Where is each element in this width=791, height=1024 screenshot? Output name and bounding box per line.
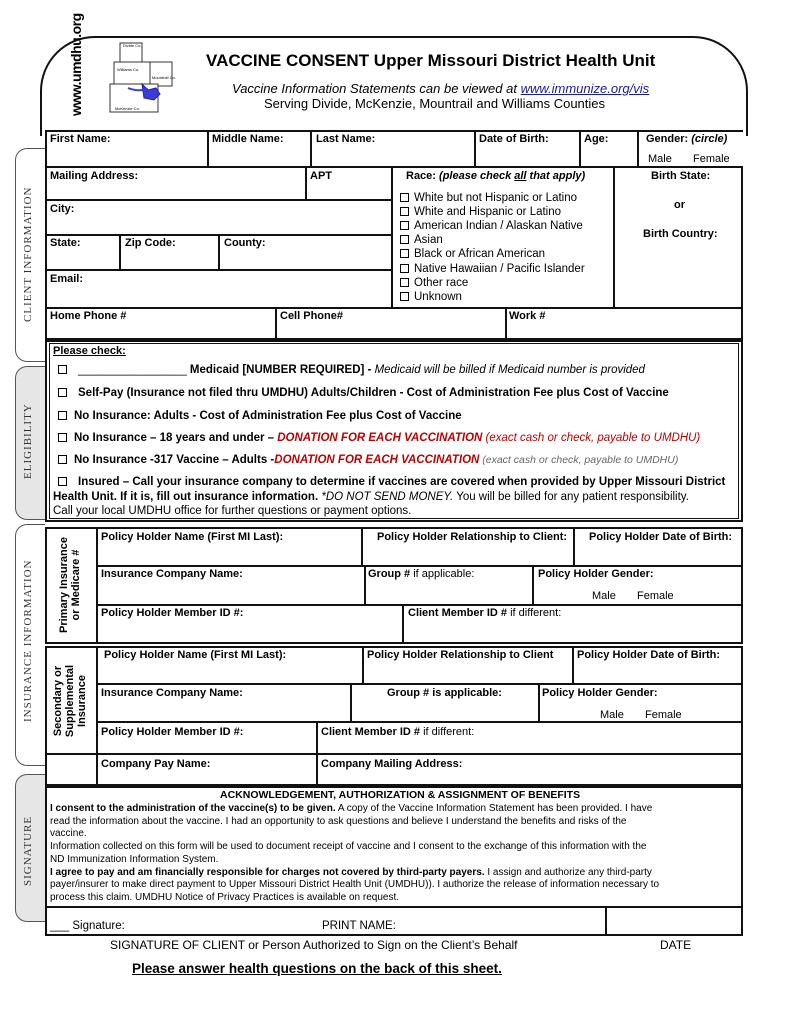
race-option-label: Unknown bbox=[414, 291, 462, 303]
insured-line2-a: Health Unit. If it is, fill out insurance information. bbox=[53, 491, 322, 503]
company-pay-spacer bbox=[45, 753, 98, 786]
agree-rest-b: payer/insurer to make direct payment to Upper Missouri District Health Unit (UMDHU)). I authorize the release of information necessary to bbox=[50, 879, 660, 891]
birth-country-label: Birth Country: bbox=[643, 228, 718, 240]
p-group-rest: if applicable: bbox=[410, 568, 475, 580]
checkbox[interactable] bbox=[400, 221, 409, 230]
last-name-label: Last Name: bbox=[316, 133, 376, 145]
insured-line2-b: *DO NOT SEND MONEY. bbox=[321, 491, 454, 503]
checkbox[interactable] bbox=[58, 411, 67, 420]
p-relationship-label: Policy Holder Relationship to Client: bbox=[377, 531, 568, 543]
vis-line bbox=[232, 81, 649, 96]
race-label: Race: bbox=[406, 170, 436, 182]
race-option[interactable] bbox=[400, 277, 468, 289]
state-label: State: bbox=[50, 237, 81, 249]
secondary-label-line1: Secondary or bbox=[52, 665, 64, 737]
eligibility-medicaid[interactable] bbox=[58, 364, 645, 376]
race-hint-a: (please check bbox=[439, 170, 515, 182]
gender-female-option[interactable]: Female bbox=[693, 153, 730, 165]
info-line-b: ND Immunization Information System. bbox=[50, 853, 219, 865]
noins-317-note: (exact cash or check, payable to UMDHU) bbox=[479, 454, 679, 466]
noins-317-donation: DONATION FOR EACH VACCINATION bbox=[274, 454, 480, 466]
gender-male-option[interactable]: Male bbox=[648, 153, 672, 165]
dob-label: Date of Birth: bbox=[479, 133, 549, 145]
p-client-id-label bbox=[408, 607, 561, 619]
city-label: City: bbox=[50, 203, 75, 215]
tab-eligibility-label: ELIGIBILITY bbox=[22, 403, 34, 479]
race-option[interactable] bbox=[400, 291, 462, 303]
s-client-id-rest: if different: bbox=[420, 726, 475, 738]
race-option[interactable] bbox=[400, 220, 583, 232]
checkbox[interactable] bbox=[400, 278, 409, 287]
race-hint-all: all bbox=[514, 170, 527, 182]
vis-prefix: Vaccine Information Statements can be viewed at bbox=[232, 81, 521, 96]
p-holder-name-label: Policy Holder Name (First MI Last): bbox=[101, 531, 284, 543]
eligibility-noins-317[interactable] bbox=[58, 454, 678, 466]
s-holder-dob-label: Policy Holder Date of Birth: bbox=[577, 649, 721, 661]
primary-label-line1: Primary Insurance bbox=[58, 537, 70, 633]
secondary-label-line2: Supplemental bbox=[64, 664, 76, 738]
checkbox[interactable] bbox=[58, 455, 67, 464]
date-caption: DATE bbox=[660, 938, 692, 952]
agree-rest-c: process this claim. UMDHU Notice of Privacy Practices is available on request. bbox=[50, 891, 400, 903]
race-option-label: Native Hawaiian / Pacific Islander bbox=[414, 263, 585, 275]
race-option-label: Asian bbox=[414, 234, 443, 246]
consent-rest-b: read the information about the vaccine. I had an opportunity to ask questions and believe I understand the benefits and risks of the bbox=[50, 815, 627, 827]
email-field[interactable] bbox=[45, 269, 393, 309]
noins-317-label: No Insurance -317 Vaccine – Adults - bbox=[74, 454, 275, 466]
race-option[interactable] bbox=[400, 206, 561, 218]
checkbox[interactable] bbox=[400, 207, 409, 216]
tab-client-label: CLIENT INFORMATION bbox=[22, 186, 34, 322]
map-county-divide: Divide Co. bbox=[123, 43, 142, 48]
race-option[interactable] bbox=[400, 234, 443, 246]
consent-bold: I consent to the administration of the vaccine(s) to be given. bbox=[50, 803, 336, 814]
tab-signature-label: SIGNATURE bbox=[22, 815, 34, 886]
s-member-id-label: Policy Holder Member ID #: bbox=[101, 726, 244, 738]
checkbox[interactable] bbox=[400, 249, 409, 258]
print-name-label: PRINT NAME: bbox=[322, 920, 396, 932]
race-hint-b: that apply) bbox=[526, 170, 586, 182]
checkbox[interactable] bbox=[400, 235, 409, 244]
signature-label: ___ Signature: bbox=[50, 920, 125, 932]
checkbox[interactable] bbox=[58, 365, 67, 374]
p-holder-dob-label: Policy Holder Date of Birth: bbox=[589, 531, 733, 543]
vis-link[interactable]: www.immunize.org/vis bbox=[520, 81, 650, 96]
apt-label: APT bbox=[310, 170, 332, 182]
s-client-id-bold: Client Member ID # bbox=[321, 726, 421, 738]
noins-18-note: (exact cash or check, payable to UMDHU) bbox=[482, 432, 701, 444]
p-member-id-label: Policy Holder Member ID #: bbox=[101, 607, 244, 619]
insured-line3: Call your local UMDHU office for further questions or payment options. bbox=[53, 505, 412, 517]
company-mailing-label: Company Mailing Address: bbox=[321, 758, 463, 770]
checkbox[interactable] bbox=[400, 292, 409, 301]
insured-line2 bbox=[53, 491, 689, 503]
agree-bold: I agree to pay and am financially responsible for charges not covered by third-party payers. bbox=[50, 866, 485, 878]
serving-counties: Serving Divide, McKenzie, Mountrail and Williams Counties bbox=[264, 96, 606, 111]
secondary-label-line3: Insurance bbox=[76, 675, 88, 727]
logo-text: www.umdhu.org bbox=[68, 13, 84, 116]
info-line-a: Information collected on this form will be used to document receipt of vaccine and I consent to the exchange of this information with the bbox=[50, 841, 647, 853]
zip-label: Zip Code: bbox=[125, 237, 176, 249]
page-title: VACCINE CONSENT Upper Missouri District Health Unit bbox=[206, 51, 656, 70]
map-county-williams: Williams Co. bbox=[117, 67, 140, 72]
eligibility-insured[interactable] bbox=[58, 476, 725, 488]
gender-label bbox=[646, 133, 727, 145]
consent-rest-a: A copy of the Vaccine Information Statement has been provided. I have bbox=[335, 803, 653, 814]
race-option-label: American Indian / Alaskan Native bbox=[414, 220, 583, 232]
s-relationship-label: Policy Holder Relationship to Client bbox=[367, 649, 554, 661]
footer-note: Please answer health questions on the back of this sheet. bbox=[132, 961, 502, 976]
p-gender-label: Policy Holder Gender: bbox=[538, 568, 654, 580]
race-option-label: White and Hispanic or Latino bbox=[414, 206, 562, 218]
tab-insurance-label: INSURANCE INFORMATION bbox=[22, 559, 34, 722]
home-phone-label: Home Phone # bbox=[50, 310, 127, 322]
race-option[interactable] bbox=[400, 263, 585, 275]
checkbox[interactable] bbox=[400, 264, 409, 273]
eligibility-noins-adults[interactable] bbox=[58, 410, 462, 422]
s-client-id-label bbox=[321, 726, 474, 738]
s-company-label: Insurance Company Name: bbox=[101, 687, 243, 699]
p-client-id-bold: Client Member ID # bbox=[408, 607, 508, 619]
checkbox[interactable] bbox=[400, 193, 409, 202]
race-option-label: Black or African American bbox=[414, 248, 546, 260]
checkbox[interactable] bbox=[58, 388, 67, 397]
work-phone-label: Work # bbox=[509, 310, 546, 322]
p-client-id-rest: if different: bbox=[507, 607, 562, 619]
county-label: County: bbox=[224, 237, 266, 249]
primary-label-line2: or Medicare # bbox=[70, 549, 82, 621]
umdhu-logo bbox=[68, 13, 178, 116]
race-option[interactable] bbox=[400, 248, 545, 260]
agree-rest-a: I assign and authorize any third-party bbox=[484, 866, 652, 878]
acknowledgement-title: ACKNOWLEDGEMENT, AUTHORIZATION & ASSIGNMENT OF BENEFITS bbox=[220, 789, 581, 801]
p-gender-female[interactable]: Female bbox=[637, 590, 674, 602]
p-company-label: Insurance Company Name: bbox=[101, 568, 243, 580]
please-check-label: Please check: bbox=[53, 345, 126, 357]
company-pay-label: Company Pay Name: bbox=[101, 758, 211, 770]
race-option-label: Other race bbox=[414, 277, 469, 289]
email-label: Email: bbox=[50, 273, 84, 285]
middle-name-label: Middle Name: bbox=[212, 133, 284, 145]
city-field[interactable] bbox=[45, 199, 393, 236]
cell-phone-label: Cell Phone# bbox=[280, 310, 343, 322]
medicaid-label: Medicaid [NUMBER REQUIRED] - bbox=[186, 364, 375, 376]
medicaid-note: Medicaid will be billed if Medicaid number is provided bbox=[374, 364, 645, 376]
s-group-label: Group # is applicable: bbox=[387, 687, 502, 699]
birth-state-label: Birth State: bbox=[651, 170, 711, 182]
s-gender-label: Policy Holder Gender: bbox=[542, 687, 658, 699]
race-option-label: White but not Hispanic or Latino bbox=[414, 192, 578, 204]
s-holder-name-label: Policy Holder Name (First MI Last): bbox=[104, 649, 287, 661]
p-gender-male[interactable]: Male bbox=[592, 590, 616, 602]
eligibility-selfpay[interactable] bbox=[58, 387, 669, 399]
race-option[interactable] bbox=[400, 192, 577, 204]
medicaid-blank[interactable]: _________________ bbox=[78, 364, 187, 376]
map-county-mckenzie: McKenzie Co. bbox=[115, 106, 140, 111]
gender-label-text: Gender: bbox=[646, 133, 689, 145]
eligibility-noins-18[interactable] bbox=[58, 432, 700, 444]
mailing-address-label: Mailing Address: bbox=[50, 170, 139, 182]
date-field[interactable] bbox=[605, 906, 743, 936]
primary-insurance-label bbox=[58, 530, 82, 640]
p-group-bold: Group # bbox=[368, 568, 411, 580]
selfpay-label: Self-Pay (Insurance not filed thru UMDHU) Adults/Children - Cost of Administration Fee plus Cost of Vaccine bbox=[78, 387, 669, 399]
p-group-label bbox=[368, 568, 474, 580]
noins-18-donation: DONATION FOR EACH VACCINATION bbox=[277, 432, 483, 444]
secondary-insurance-label bbox=[52, 650, 88, 752]
race-title bbox=[406, 170, 585, 182]
age-label: Age: bbox=[584, 133, 609, 145]
first-name-label: First Name: bbox=[50, 133, 111, 145]
acknowledgement-text bbox=[50, 803, 740, 905]
signature-caption: SIGNATURE OF CLIENT or Person Authorized to Sign on the Client’s Behalf bbox=[110, 938, 518, 952]
s-gender-female[interactable]: Female bbox=[645, 709, 682, 721]
checkbox[interactable] bbox=[58, 433, 67, 442]
gender-hint: (circle) bbox=[691, 133, 728, 145]
noins-adults-label: No Insurance: Adults - Cost of Administration Fee plus Cost of Vaccine bbox=[74, 410, 462, 422]
checkbox[interactable] bbox=[58, 477, 67, 486]
consent-rest-c: vaccine. bbox=[50, 828, 87, 840]
noins-18-label: No Insurance – 18 years and under – bbox=[74, 432, 278, 444]
birth-or-label: or bbox=[674, 199, 685, 211]
s-gender-male[interactable]: Male bbox=[600, 709, 624, 721]
insured-line2-c: You will be billed for any patient responsibility. bbox=[453, 491, 689, 503]
map-county-mountrail: Mountrail Co. bbox=[152, 75, 176, 80]
insured-line1: Insured – Call your insurance company to determine if vaccines are covered when provided by Upper Missouri District bbox=[78, 476, 726, 488]
